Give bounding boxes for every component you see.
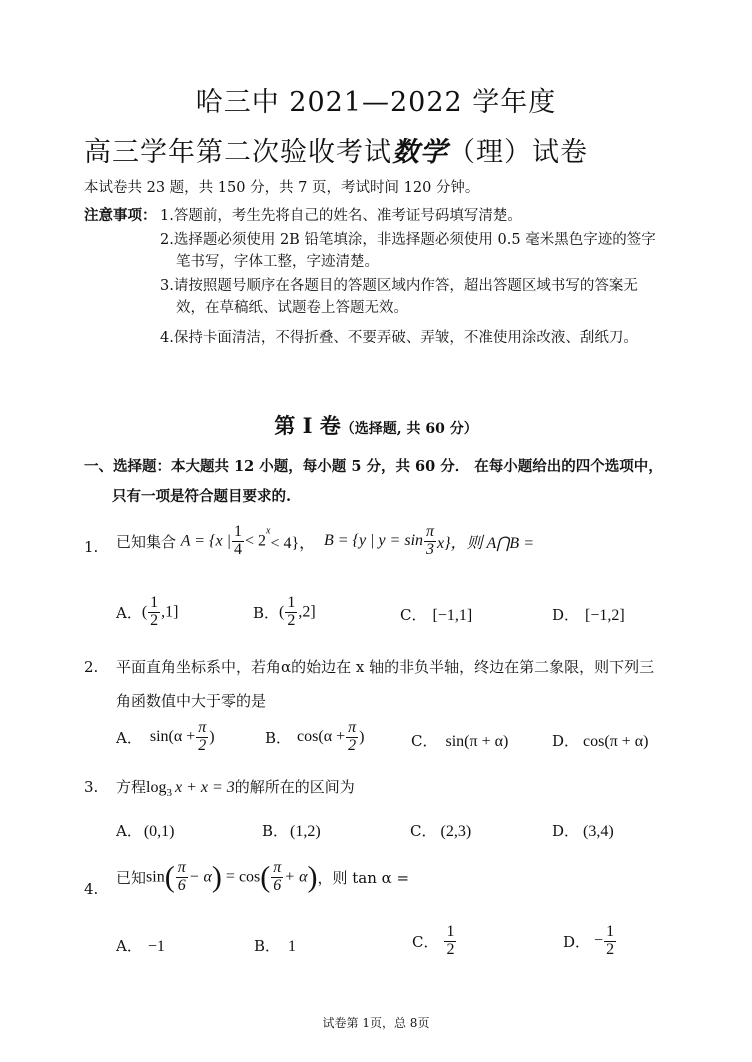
page-footer: 试卷第 1页，总 8页 bbox=[322, 1016, 430, 1030]
q4-option-d-num: 1 bbox=[606, 923, 615, 940]
q2-option-d-value: cos(π + α) bbox=[583, 733, 649, 750]
q3-log-base: 3 bbox=[166, 787, 172, 799]
intro-text: 本试卷共 23 题，共 150 分，共 7 页，考试时间 120 分钟。 bbox=[84, 180, 480, 196]
q3-tail: 的解所在的区间为 bbox=[234, 778, 355, 796]
q4-right-paren-2: ) bbox=[307, 860, 318, 894]
q1-option-b-label: B． bbox=[253, 603, 280, 622]
q3-option-d[interactable] bbox=[552, 820, 614, 841]
section-note: （选择题, 共 60 分） bbox=[340, 421, 478, 437]
note-2b: 笔书写，字体工整，字迹清楚。 bbox=[176, 254, 379, 270]
section-title-text: 第 I 卷 bbox=[274, 413, 341, 438]
q2-option-b-close: ) bbox=[359, 728, 365, 746]
q2-option-c[interactable] bbox=[411, 730, 508, 751]
q2-option-b-frac bbox=[346, 720, 358, 755]
q4-pi-a: π bbox=[177, 859, 186, 876]
q2-option-d-label: D． bbox=[552, 732, 580, 750]
q4-option-c-den: 2 bbox=[446, 940, 455, 958]
q3-option-c[interactable] bbox=[410, 820, 471, 841]
q1-set-a-mid: < 2 bbox=[244, 532, 267, 550]
q1-option-d-value: [−1,2] bbox=[585, 607, 625, 624]
q4-six-b: 6 bbox=[273, 876, 282, 894]
title-paper: 试卷 bbox=[532, 137, 588, 168]
q3-lead: 方程 bbox=[116, 778, 147, 796]
notes-label: 注意事项： bbox=[84, 207, 157, 224]
q1-option-c[interactable] bbox=[400, 604, 472, 625]
q3-option-d-value: (3,4) bbox=[583, 823, 614, 840]
q1-set-b-start: B = {y | y = sin bbox=[323, 532, 424, 550]
q4-frac-pi-6-a bbox=[176, 860, 188, 895]
q2-option-a[interactable] bbox=[116, 720, 215, 755]
q4-option-b-label: B． bbox=[254, 937, 281, 955]
q4-option-b-value: 1 bbox=[288, 938, 297, 955]
q2-option-d[interactable] bbox=[552, 730, 649, 751]
q3-number: 3. bbox=[84, 778, 99, 796]
q1-option-a[interactable] bbox=[116, 595, 179, 630]
q4-option-a-label: A． bbox=[116, 937, 142, 955]
q1-option-c-value: [−1,1] bbox=[432, 607, 473, 624]
q2-option-b-label: B． bbox=[265, 728, 292, 747]
q3-stem bbox=[116, 776, 355, 799]
q1-option-b-open: ( bbox=[279, 603, 285, 621]
q1-option-b-den: 2 bbox=[287, 611, 296, 629]
q1-lead: 已知集合 bbox=[116, 532, 177, 551]
q2-option-b-expr: cos(α + bbox=[297, 728, 346, 746]
q1-option-c-label: C． bbox=[400, 606, 427, 624]
q2-option-a-expr: sin(α + bbox=[149, 728, 196, 746]
q1-set-a-start: A = {x | bbox=[180, 532, 231, 550]
q4-sin: sin bbox=[146, 868, 165, 886]
q1-option-a-close: ,1] bbox=[161, 603, 179, 621]
q2-option-b[interactable] bbox=[265, 720, 364, 755]
q4-option-b[interactable] bbox=[254, 935, 296, 956]
title-line-2 bbox=[84, 130, 588, 169]
q1-option-a-frac bbox=[148, 595, 160, 630]
q4-minus-alpha: − α bbox=[188, 868, 212, 886]
q4-option-c-frac bbox=[444, 924, 456, 959]
q3-option-a-value: (0,1) bbox=[143, 823, 175, 840]
q4-option-d-label: D． bbox=[563, 932, 591, 951]
q1-option-b-frac bbox=[285, 595, 297, 630]
q1-frac-den: 4 bbox=[233, 540, 242, 558]
q4-stem bbox=[116, 860, 409, 895]
q4-left-paren-2: ( bbox=[260, 860, 271, 894]
q3-option-b-value: (1,2) bbox=[290, 823, 321, 840]
q4-option-c[interactable] bbox=[412, 924, 457, 959]
q2-option-a-pi: π bbox=[198, 719, 207, 736]
q3-option-a-label: A． bbox=[116, 822, 142, 840]
q1-frac-quarter bbox=[232, 524, 244, 559]
q2-number: 2. bbox=[84, 658, 99, 676]
q2-option-c-label: C． bbox=[411, 732, 438, 750]
q1-option-a-open: ( bbox=[141, 603, 148, 621]
note-3b: 效，在草稿纸、试题卷上答题无效。 bbox=[176, 300, 408, 316]
q1-option-b[interactable] bbox=[253, 595, 316, 630]
q2-option-b-pi: π bbox=[348, 719, 357, 736]
q4-tail: ，则 tan α = bbox=[317, 868, 410, 887]
note-1: 1.答题前，考生先将自己的姓名、准考证号码填写清楚。 bbox=[160, 208, 522, 224]
q1-number: 1. bbox=[84, 538, 99, 556]
q1-set-b-end: x}，则 A⋂B = bbox=[437, 534, 535, 552]
q3-option-b[interactable] bbox=[262, 820, 321, 841]
title-line-1: 哈三中 2021—2022 学年度 bbox=[195, 87, 557, 118]
q3-log: log bbox=[146, 779, 167, 796]
q4-option-c-label: C． bbox=[412, 932, 439, 951]
q4-cos: cos bbox=[238, 868, 261, 886]
q4-pi-b: π bbox=[273, 859, 282, 876]
q4-lead: 已知 bbox=[116, 868, 147, 887]
q4-option-a-value: −1 bbox=[147, 938, 165, 955]
q1-exponent: x bbox=[266, 525, 271, 537]
q4-frac-pi-6-b bbox=[271, 860, 283, 895]
note-4: 4.保持卡面清洁，不得折叠、不要弄破、弄皱，不准使用涂改液、刮纸刀。 bbox=[160, 330, 638, 346]
q4-left-paren-1: ( bbox=[164, 860, 175, 894]
q1-option-b-num: 1 bbox=[287, 594, 296, 611]
q4-option-d-frac bbox=[604, 924, 616, 959]
q3-equation: x + x = 3 bbox=[174, 779, 235, 796]
q1-stem bbox=[116, 524, 534, 559]
q4-equals: = bbox=[225, 868, 235, 886]
section-instruction-2: 只有一项是符合题目要求的. bbox=[112, 488, 292, 505]
q1-frac-pi-3 bbox=[424, 524, 436, 559]
title-track: （理） bbox=[448, 137, 532, 168]
q1-option-a-label: A． bbox=[116, 603, 142, 622]
q1-three: 3 bbox=[426, 540, 435, 558]
q2-option-a-close: ) bbox=[209, 728, 215, 746]
q1-pi: π bbox=[426, 523, 435, 540]
title-exam-name: 高三学年第二次验收考试 bbox=[84, 137, 392, 168]
q4-option-d-sign: − bbox=[594, 932, 604, 950]
q3-option-c-value: (2,3) bbox=[440, 823, 472, 840]
q4-number: 4. bbox=[84, 880, 99, 898]
q4-option-d-den: 2 bbox=[606, 940, 615, 958]
q1-option-b-close: ,2] bbox=[298, 603, 316, 621]
q1-set-a-end: < 4}， bbox=[270, 534, 316, 552]
q2-option-b-two: 2 bbox=[348, 736, 357, 754]
q3-option-b-label: B． bbox=[262, 822, 289, 840]
q4-option-c-num: 1 bbox=[446, 923, 455, 940]
q2-option-a-two: 2 bbox=[198, 736, 207, 754]
q1-option-a-num: 1 bbox=[150, 594, 159, 611]
title-subject: 数学 bbox=[392, 137, 448, 168]
q4-plus-alpha: + α bbox=[284, 868, 308, 886]
q4-six-a: 6 bbox=[177, 876, 186, 894]
q2-option-a-frac bbox=[196, 720, 208, 755]
note-3a: 3.请按照题号顺序在各题目的答题区域内作答，超出答题区域书写的答案无 bbox=[160, 278, 638, 294]
q2-option-c-value: sin(π + α) bbox=[445, 733, 509, 750]
q2-option-a-label: A． bbox=[116, 728, 142, 747]
q3-option-c-label: C． bbox=[410, 822, 437, 840]
section-title bbox=[0, 410, 752, 440]
q4-option-a[interactable] bbox=[116, 935, 165, 956]
q1-option-d-label: D． bbox=[552, 606, 580, 624]
q3-option-a[interactable] bbox=[116, 820, 175, 841]
q1-option-d[interactable] bbox=[552, 604, 625, 625]
q4-right-paren-1: ) bbox=[211, 860, 222, 894]
q2-stem-line-2: 角函数值中大于零的是 bbox=[116, 692, 267, 710]
q1-option-a-den: 2 bbox=[150, 611, 159, 629]
q4-option-d[interactable] bbox=[563, 924, 617, 959]
section-instruction-1: 一、选择题：本大题共 12 小题，每小题 5 分，共 60 分． 在每小题给出的四个选项中， bbox=[84, 458, 663, 475]
q2-stem-line-1: 平面直角坐标系中，若角α的始边在 x 轴的非负半轴，终边在第二象限，则下列三 bbox=[116, 658, 655, 676]
note-2a: 2.选择题必须使用 2B 铅笔填涂，非选择题必须使用 0.5 毫米黑色字迹的签字 bbox=[160, 232, 656, 248]
q3-option-d-label: D． bbox=[552, 822, 580, 840]
q1-frac-num: 1 bbox=[233, 523, 242, 540]
